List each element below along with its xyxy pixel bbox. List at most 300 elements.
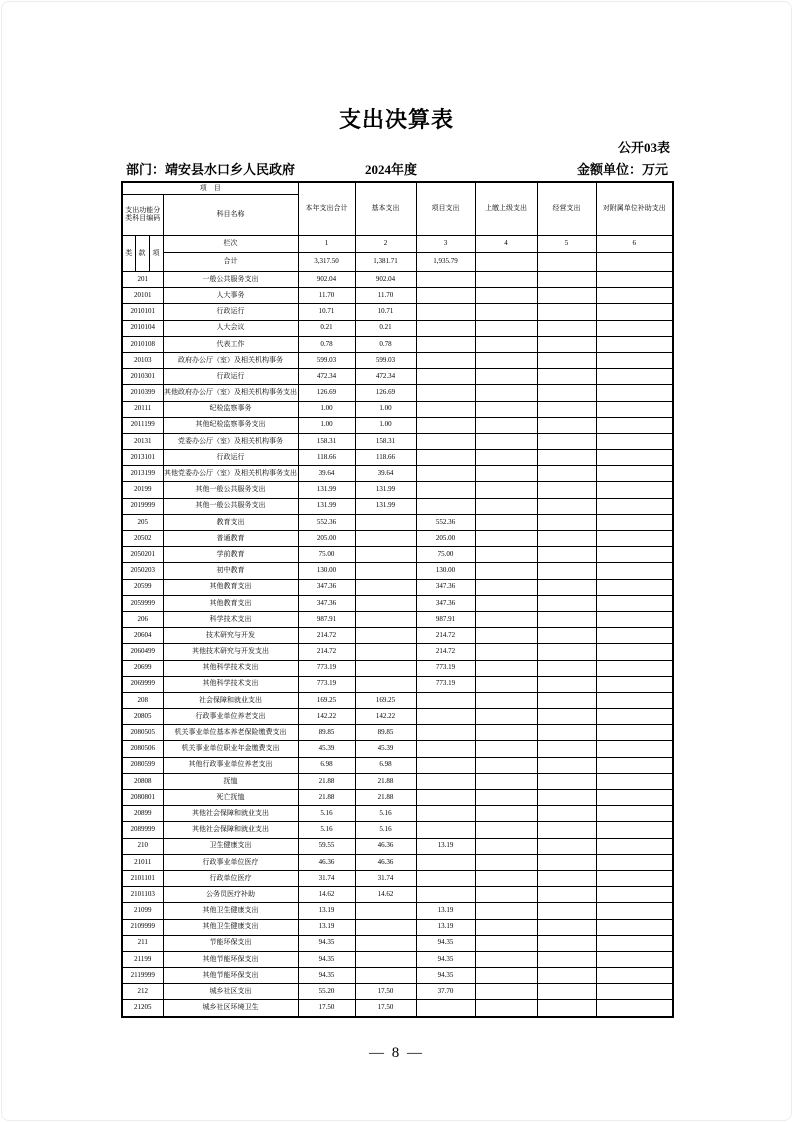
subject-name-cell: 机关事业单位职业年金缴费支出 [163, 741, 298, 757]
amount-cell: 599.03 [298, 352, 355, 368]
amount-cell [475, 838, 537, 854]
header-item-sub: 项 [149, 236, 163, 272]
amount-cell [596, 450, 673, 466]
amount-cell [355, 660, 416, 676]
amount-cell: 31.74 [355, 870, 416, 886]
amount-cell: 10.71 [355, 304, 416, 320]
table-row [122, 595, 673, 611]
amount-cell: 21.88 [355, 790, 416, 806]
amount-cell [537, 903, 596, 919]
amount-cell: 37.70 [416, 984, 475, 1000]
code-cell: 2080599 [122, 757, 163, 773]
table-body [122, 272, 673, 1017]
code-cell: 206 [122, 611, 163, 627]
amount-cell [416, 336, 475, 352]
amount-cell [475, 692, 537, 708]
code-cell: 21011 [122, 854, 163, 870]
amount-cell [416, 450, 475, 466]
header-class: 类 [122, 236, 135, 272]
amount-cell: 552.36 [298, 514, 355, 530]
amount-cell: 11.70 [355, 288, 416, 304]
amount-cell: 0.21 [355, 320, 416, 336]
table-row [122, 854, 673, 870]
code-cell: 20131 [122, 433, 163, 449]
amount-cell: 130.00 [416, 563, 475, 579]
amount-cell: 94.35 [298, 935, 355, 951]
subject-name-cell: 其他教育支出 [163, 595, 298, 611]
amount-cell [416, 466, 475, 482]
code-cell: 20199 [122, 482, 163, 498]
amount-cell: 75.00 [298, 547, 355, 563]
table-row [122, 450, 673, 466]
header-index-3: 3 [416, 236, 475, 253]
amount-cell [475, 822, 537, 838]
amount-cell: 0.78 [298, 336, 355, 352]
amount-cell [416, 369, 475, 385]
total-row [122, 253, 673, 272]
amount-cell [416, 822, 475, 838]
table-row [122, 676, 673, 692]
amount-cell [416, 272, 475, 288]
amount-cell [475, 352, 537, 368]
amount-cell [355, 531, 416, 547]
code-cell: 2101101 [122, 870, 163, 886]
subject-name-cell: 公务员医疗补助 [163, 887, 298, 903]
amount-cell: 13.19 [416, 838, 475, 854]
amount-cell [537, 514, 596, 530]
header-col-annual-total: 本年支出合计 [298, 182, 355, 236]
header-index-6: 6 [596, 236, 673, 253]
amount-cell [475, 903, 537, 919]
amount-cell [596, 935, 673, 951]
header-col-upper-remit: 上缴上级支出 [475, 182, 537, 236]
header-row-item [122, 182, 673, 195]
table-row [122, 919, 673, 935]
amount-cell: 10.71 [298, 304, 355, 320]
amount-cell: 45.39 [298, 741, 355, 757]
subject-name-cell: 行政运行 [163, 369, 298, 385]
code-cell: 20899 [122, 806, 163, 822]
amount-cell: 1.00 [355, 417, 416, 433]
amount-cell: 773.19 [416, 676, 475, 692]
amount-cell [475, 450, 537, 466]
amount-cell: 46.36 [355, 854, 416, 870]
table-row [122, 563, 673, 579]
amount-cell [537, 660, 596, 676]
amount-cell: 902.04 [298, 272, 355, 288]
amount-cell [537, 498, 596, 514]
table-row [122, 401, 673, 417]
amount-cell [416, 709, 475, 725]
amount-cell [416, 741, 475, 757]
code-cell: 2119999 [122, 968, 163, 984]
amount-cell [475, 433, 537, 449]
subject-name-cell: 行政事业单位医疗 [163, 854, 298, 870]
amount-cell: 94.35 [416, 951, 475, 967]
total-amount-cell: 1,935.79 [416, 253, 475, 272]
amount-cell [416, 288, 475, 304]
amount-cell [596, 547, 673, 563]
subject-name-cell: 城乡社区环境卫生 [163, 1000, 298, 1017]
amount-cell [475, 660, 537, 676]
amount-cell [537, 417, 596, 433]
amount-cell [596, 320, 673, 336]
amount-cell: 14.62 [355, 887, 416, 903]
amount-cell [537, 369, 596, 385]
amount-cell [416, 757, 475, 773]
amount-cell [537, 466, 596, 482]
code-cell: 210 [122, 838, 163, 854]
amount-cell [475, 498, 537, 514]
table-row [122, 531, 673, 547]
amount-cell [596, 579, 673, 595]
amount-cell [537, 385, 596, 401]
amount-cell [475, 709, 537, 725]
amount-cell [596, 304, 673, 320]
amount-cell [416, 433, 475, 449]
table-row [122, 288, 673, 304]
amount-cell [416, 692, 475, 708]
amount-cell [475, 1000, 537, 1017]
amount-cell [596, 709, 673, 725]
amount-cell: 214.72 [416, 644, 475, 660]
table-row [122, 482, 673, 498]
table-row [122, 692, 673, 708]
header-code-label [122, 195, 163, 236]
table-row [122, 725, 673, 741]
subject-name-cell: 其他社会保障和就业支出 [163, 806, 298, 822]
amount-cell: 214.72 [298, 628, 355, 644]
amount-cell [596, 352, 673, 368]
subject-name-cell: 死亡抚恤 [163, 790, 298, 806]
subject-name-cell: 技术研究与开发 [163, 628, 298, 644]
amount-cell [596, 531, 673, 547]
amount-cell: 13.19 [416, 903, 475, 919]
amount-cell [475, 385, 537, 401]
total-amount-cell [596, 253, 673, 272]
amount-cell [416, 401, 475, 417]
subject-name-cell: 教育支出 [163, 514, 298, 530]
amount-cell: 347.36 [298, 595, 355, 611]
amount-cell [416, 385, 475, 401]
amount-cell: 17.50 [355, 984, 416, 1000]
amount-cell [475, 790, 537, 806]
amount-cell [416, 887, 475, 903]
subject-name-cell: 党委办公厅（室）及相关机构事务 [163, 433, 298, 449]
subject-name-cell: 其他节能环保支出 [163, 951, 298, 967]
amount-cell: 142.22 [355, 709, 416, 725]
amount-cell [475, 806, 537, 822]
code-cell: 211 [122, 935, 163, 951]
amount-cell [537, 676, 596, 692]
amount-cell: 5.16 [298, 806, 355, 822]
subject-name-cell: 卫生健康支出 [163, 838, 298, 854]
subject-name-cell: 代表工作 [163, 336, 298, 352]
amount-cell [596, 870, 673, 886]
subject-name-cell: 其他一般公共服务支出 [163, 482, 298, 498]
subject-name-cell: 其他行政事业单位养老支出 [163, 757, 298, 773]
table-row [122, 644, 673, 660]
amount-cell [475, 288, 537, 304]
amount-cell [596, 773, 673, 789]
amount-cell: 773.19 [298, 676, 355, 692]
amount-cell [596, 385, 673, 401]
amount-cell [475, 757, 537, 773]
amount-cell [475, 563, 537, 579]
subject-name-cell: 其他教育支出 [163, 579, 298, 595]
amount-cell: 214.72 [416, 628, 475, 644]
amount-cell [537, 611, 596, 627]
amount-cell [475, 676, 537, 692]
amount-cell [596, 433, 673, 449]
amount-cell [475, 482, 537, 498]
header-col-operating: 经营支出 [537, 182, 596, 236]
table-row [122, 385, 673, 401]
subject-name-cell: 纪检监察事务 [163, 401, 298, 417]
subject-name-cell: 政府办公厅（室）及相关机构事务 [163, 352, 298, 368]
amount-cell [537, 984, 596, 1000]
amount-cell [355, 968, 416, 984]
amount-cell [537, 336, 596, 352]
amount-cell: 118.66 [298, 450, 355, 466]
code-cell: 212 [122, 984, 163, 1000]
amount-cell: 552.36 [416, 514, 475, 530]
amount-cell: 1.00 [298, 417, 355, 433]
amount-cell: 169.25 [298, 692, 355, 708]
amount-cell [537, 595, 596, 611]
amount-cell [355, 579, 416, 595]
amount-cell [596, 919, 673, 935]
amount-cell [596, 611, 673, 627]
amount-cell: 1.00 [298, 401, 355, 417]
amount-cell: 169.25 [355, 692, 416, 708]
amount-cell [475, 628, 537, 644]
amount-cell [537, 757, 596, 773]
amount-cell [596, 968, 673, 984]
code-cell: 2013199 [122, 466, 163, 482]
amount-cell: 0.21 [298, 320, 355, 336]
amount-cell [475, 531, 537, 547]
amount-cell [537, 401, 596, 417]
amount-cell [355, 676, 416, 692]
amount-cell: 45.39 [355, 741, 416, 757]
amount-cell [537, 919, 596, 935]
amount-cell: 39.64 [298, 466, 355, 482]
table-row [122, 741, 673, 757]
subject-name-cell: 其他政府办公厅（室）及相关机构事务支出 [163, 385, 298, 401]
amount-cell [475, 968, 537, 984]
code-cell: 2010104 [122, 320, 163, 336]
amount-cell [355, 628, 416, 644]
code-cell: 2089999 [122, 822, 163, 838]
amount-cell [537, 288, 596, 304]
code-cell: 2010301 [122, 369, 163, 385]
code-cell: 20604 [122, 628, 163, 644]
amount-cell [475, 611, 537, 627]
code-cell: 20805 [122, 709, 163, 725]
amount-cell [537, 709, 596, 725]
amount-cell [475, 320, 537, 336]
amount-cell: 55.20 [298, 984, 355, 1000]
amount-cell: 89.85 [298, 725, 355, 741]
amount-cell: 347.36 [416, 579, 475, 595]
amount-cell [475, 595, 537, 611]
subject-name-cell: 人大事务 [163, 288, 298, 304]
amount-cell [537, 806, 596, 822]
amount-cell [355, 935, 416, 951]
subject-name-cell: 学前教育 [163, 547, 298, 563]
amount-cell: 902.04 [355, 272, 416, 288]
amount-cell [596, 692, 673, 708]
amount-cell [596, 660, 673, 676]
fiscal-year-label: 2024年度 [365, 162, 418, 177]
table-row [122, 1000, 673, 1017]
subject-name-cell: 其他卫生健康支出 [163, 919, 298, 935]
meta-row [0, 159, 793, 177]
amount-cell [475, 644, 537, 660]
expenditure-table [121, 181, 674, 1018]
amount-cell [416, 870, 475, 886]
code-cell: 20101 [122, 288, 163, 304]
code-cell: 2019999 [122, 498, 163, 514]
amount-cell [596, 514, 673, 530]
subject-name-cell: 科学技术支出 [163, 611, 298, 627]
amount-cell: 773.19 [298, 660, 355, 676]
amount-cell: 46.36 [355, 838, 416, 854]
table-row [122, 903, 673, 919]
amount-cell [537, 482, 596, 498]
amount-cell [596, 563, 673, 579]
amount-cell: 214.72 [298, 644, 355, 660]
amount-cell [475, 935, 537, 951]
table-row [122, 336, 673, 352]
amount-cell [355, 611, 416, 627]
amount-cell [537, 531, 596, 547]
table-row [122, 757, 673, 773]
table-row [122, 968, 673, 984]
amount-cell [596, 482, 673, 498]
amount-cell [475, 854, 537, 870]
amount-cell [596, 854, 673, 870]
amount-cell [537, 628, 596, 644]
amount-cell [355, 919, 416, 935]
amount-cell [475, 984, 537, 1000]
amount-cell: 94.35 [298, 951, 355, 967]
amount-cell [537, 725, 596, 741]
amount-cell: 126.69 [355, 385, 416, 401]
table-row [122, 984, 673, 1000]
amount-cell [596, 887, 673, 903]
code-cell: 21205 [122, 1000, 163, 1017]
amount-cell: 773.19 [416, 660, 475, 676]
table-row [122, 579, 673, 595]
amount-cell: 21.88 [355, 773, 416, 789]
amount-cell [537, 433, 596, 449]
amount-cell [537, 304, 596, 320]
document-title: 支出决算表 [338, 107, 454, 132]
amount-cell: 158.31 [298, 433, 355, 449]
amount-cell: 6.98 [355, 757, 416, 773]
page-number: — 8 — [369, 1045, 424, 1061]
amount-cell [537, 320, 596, 336]
subject-name-cell: 其他党委办公厅（室）及相关机构事务支出 [163, 466, 298, 482]
table-row [122, 352, 673, 368]
table-row [122, 935, 673, 951]
amount-cell: 59.55 [298, 838, 355, 854]
amount-cell [475, 725, 537, 741]
subject-name-cell: 行政单位医疗 [163, 870, 298, 886]
amount-cell [355, 514, 416, 530]
table-row [122, 466, 673, 482]
amount-cell [537, 822, 596, 838]
amount-cell: 347.36 [416, 595, 475, 611]
header-index-1: 1 [298, 236, 355, 253]
amount-cell [596, 644, 673, 660]
amount-cell [355, 563, 416, 579]
header-row-index [122, 236, 673, 253]
amount-cell [596, 741, 673, 757]
amount-cell [475, 304, 537, 320]
amount-cell: 205.00 [416, 531, 475, 547]
amount-cell [596, 725, 673, 741]
subject-name-cell: 机关事业单位基本养老保险缴费支出 [163, 725, 298, 741]
amount-cell [475, 272, 537, 288]
amount-cell [416, 417, 475, 433]
subject-name-cell: 其他卫生健康支出 [163, 903, 298, 919]
table-row [122, 369, 673, 385]
code-cell: 2010101 [122, 304, 163, 320]
header-col-subsidy: 对附属单位补助支出 [596, 182, 673, 236]
amount-cell [537, 870, 596, 886]
code-cell: 20599 [122, 579, 163, 595]
header-index-label: 栏次 [163, 236, 298, 253]
amount-cell [596, 417, 673, 433]
amount-cell [416, 498, 475, 514]
amount-cell [416, 482, 475, 498]
amount-cell: 17.50 [355, 1000, 416, 1017]
amount-cell [596, 790, 673, 806]
amount-cell [416, 773, 475, 789]
table-row [122, 433, 673, 449]
code-cell: 2050203 [122, 563, 163, 579]
amount-cell [416, 1000, 475, 1017]
amount-cell [596, 369, 673, 385]
amount-cell: 75.00 [416, 547, 475, 563]
table-row [122, 838, 673, 854]
amount-cell: 94.35 [416, 968, 475, 984]
header-code-label-line2: 类科目编码 [125, 214, 161, 222]
table-row [122, 790, 673, 806]
amount-cell [537, 838, 596, 854]
subject-name-cell: 其他社会保障和就业支出 [163, 822, 298, 838]
subject-name-cell: 其他科学技术支出 [163, 676, 298, 692]
amount-cell [416, 806, 475, 822]
subject-name-cell: 其他一般公共服务支出 [163, 498, 298, 514]
amount-cell [537, 1000, 596, 1017]
amount-cell: 13.19 [416, 919, 475, 935]
amount-cell: 94.35 [416, 935, 475, 951]
amount-cell [596, 336, 673, 352]
amount-cell: 158.31 [355, 433, 416, 449]
subject-name-cell: 其他节能环保支出 [163, 968, 298, 984]
amount-cell: 1.00 [355, 401, 416, 417]
code-cell: 20502 [122, 531, 163, 547]
amount-cell [475, 951, 537, 967]
amount-cell: 599.03 [355, 352, 416, 368]
amount-cell [537, 563, 596, 579]
amount-cell: 11.70 [298, 288, 355, 304]
table-row [122, 498, 673, 514]
